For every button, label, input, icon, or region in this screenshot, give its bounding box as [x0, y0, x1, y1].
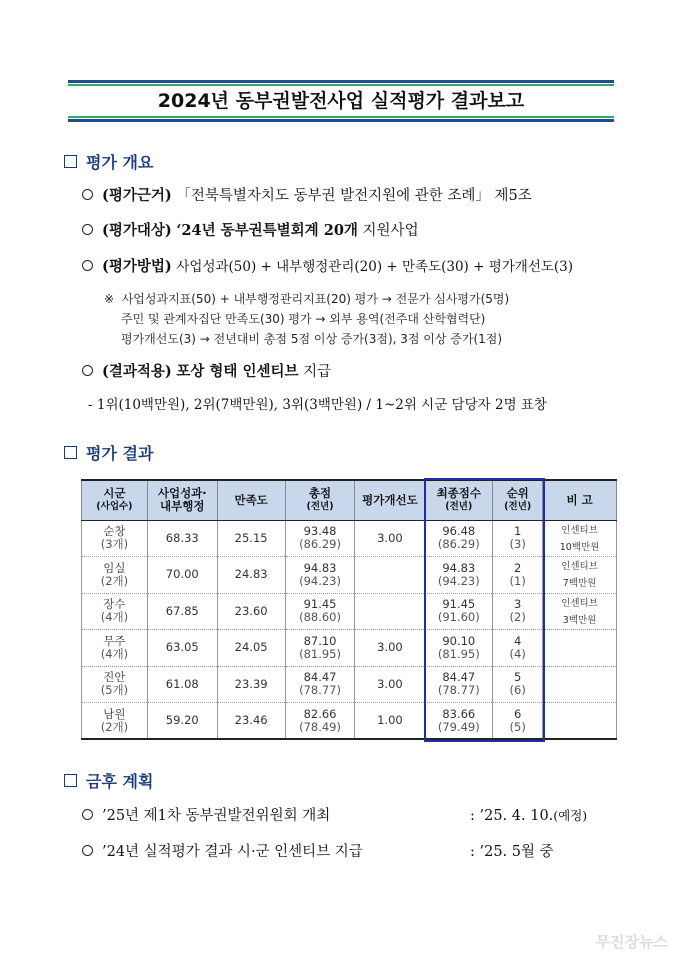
cell-text: 3 — [514, 597, 522, 612]
table-row — [82, 520, 617, 557]
cell-text: (78.49) — [299, 719, 341, 734]
cell-text: 5 — [514, 670, 522, 685]
table-header-row — [82, 480, 617, 520]
plan-item-1-text: ’25년 제1차 동부권발전위원회 개최 — [102, 808, 331, 824]
cell-text: 94.83 — [442, 560, 476, 575]
cell-text: 인센티브 — [561, 561, 598, 572]
table-cell — [425, 630, 493, 667]
table-cell — [355, 593, 425, 630]
basis-text: 「전북특별자치도 동부권 발전지원에 관한 조례」 제5조 — [176, 188, 532, 204]
table-cell — [425, 520, 493, 557]
table-cell — [82, 593, 148, 630]
table-cell: 61.08 — [147, 666, 217, 703]
basis-label: (평가근거) — [102, 187, 172, 204]
cell-text: (3) — [509, 537, 526, 552]
header-text: (전년) — [445, 501, 473, 513]
cell-text: 3백만원 — [562, 614, 597, 626]
table-cell — [82, 703, 148, 740]
table-cell — [493, 557, 543, 594]
plan-item-1 — [82, 806, 330, 826]
square-bullet-icon — [64, 155, 77, 168]
table-row — [82, 557, 617, 594]
table-cell — [285, 703, 355, 740]
cell-text: (2) — [509, 610, 526, 625]
note-mark: ※ — [104, 292, 115, 306]
plan-item-1-date-text: : ’25. 4. 10. — [470, 808, 554, 824]
cell-text: (94.23) — [437, 573, 480, 588]
method-label: (평가방법) — [102, 258, 172, 275]
table-row — [82, 666, 617, 703]
plan-item-1-date — [470, 806, 587, 826]
cell-text: 장수 — [103, 597, 126, 612]
cell-text: (5) — [509, 719, 526, 734]
cell-text: 94.83 — [303, 560, 337, 575]
cell-text: 83.66 — [442, 706, 476, 721]
table-cell — [543, 557, 617, 594]
overview-basis — [82, 186, 532, 206]
cell-text: (3개) — [100, 537, 129, 552]
table-cell: 59.20 — [147, 703, 217, 740]
note-line-1: 사업성과지표(50) + 내부행정관리지표(20) 평가 → 전문가 심사평가(5명) — [121, 292, 510, 306]
cell-text: 7백만원 — [562, 578, 597, 589]
cell-text: (6) — [509, 683, 526, 698]
table-cell: 23.46 — [217, 703, 285, 740]
apply-bold: 포상 형태 인센티브 — [176, 363, 299, 380]
results-table — [81, 479, 617, 740]
cell-text: (2개) — [100, 573, 129, 588]
header-text: 순위 — [506, 486, 529, 501]
overview-apply — [82, 362, 331, 382]
table-cell — [543, 630, 617, 667]
cell-text: 90.10 — [442, 633, 476, 648]
plan-item-1-note: (예정) — [553, 808, 588, 823]
table-cell: 63.05 — [147, 630, 217, 667]
square-bullet-icon — [64, 774, 77, 787]
title-banner — [68, 80, 614, 122]
cell-text: 무주 — [103, 633, 126, 648]
table-cell — [82, 666, 148, 703]
apply-text: 지급 — [298, 364, 332, 380]
apply-label: (결과적용) — [102, 363, 172, 380]
cell-text: (88.60) — [299, 610, 341, 625]
plan-item-2-text: ’24년 실적평가 결과 시·군 인센티브 지급 — [102, 844, 363, 860]
section-heading-text: 평가 개요 — [86, 153, 154, 172]
cell-text: (4개) — [100, 646, 129, 661]
overview-target — [82, 221, 419, 241]
table-cell — [425, 593, 493, 630]
cell-text: 82.66 — [303, 706, 337, 721]
table-cell — [493, 520, 543, 557]
overview-method — [82, 257, 573, 277]
table-cell — [82, 630, 148, 667]
table-cell: 3.00 — [355, 666, 425, 703]
title-rule-bottom — [68, 119, 614, 122]
table-cell: 23.60 — [217, 593, 285, 630]
cell-text: 인센티브 — [561, 524, 598, 536]
cell-text: (4개) — [100, 610, 129, 625]
cell-text: 인센티브 — [561, 597, 598, 609]
cell-text: 96.48 — [442, 524, 476, 539]
cell-text: 남원 — [103, 706, 126, 721]
col-rank — [493, 480, 543, 520]
section-heading-text: 금후 계획 — [86, 772, 154, 791]
table-cell — [285, 666, 355, 703]
table-row — [82, 630, 617, 667]
circle-bullet-icon — [82, 260, 93, 271]
cell-text: 87.10 — [303, 633, 337, 648]
table-cell — [355, 557, 425, 594]
method-note-3 — [121, 330, 502, 348]
col-satisfaction: 만족도 — [217, 480, 285, 520]
header-text: (전년) — [306, 501, 334, 513]
table-cell: 1.00 — [355, 703, 425, 740]
table-cell: 3.00 — [355, 520, 425, 557]
table-cell — [425, 666, 493, 703]
cell-text: 91.45 — [303, 597, 337, 612]
table-cell — [543, 520, 617, 557]
cell-text: (91.60) — [437, 610, 480, 625]
section-heading-text: 평가 결과 — [86, 444, 154, 463]
cell-text: 진안 — [103, 670, 126, 685]
table-cell: 67.85 — [147, 593, 217, 630]
table-cell: 3.00 — [355, 630, 425, 667]
table-cell — [493, 703, 543, 740]
table-cell — [543, 703, 617, 740]
square-bullet-icon — [64, 446, 77, 459]
section-heading-results — [64, 441, 153, 464]
title-rule-bottom-accent — [68, 116, 614, 118]
header-text: 최종점수 — [436, 486, 482, 501]
col-remark: 비 고 — [543, 480, 617, 520]
table-row — [82, 703, 617, 740]
col-improvement: 평가개선도 — [355, 480, 425, 520]
cell-text: (4) — [509, 646, 526, 661]
target-label: (평가대상) — [102, 222, 172, 239]
cell-text: 91.45 — [442, 597, 476, 612]
circle-bullet-icon — [82, 845, 93, 856]
table-cell — [425, 703, 493, 740]
table-cell — [493, 630, 543, 667]
header-text: 시군 — [103, 486, 126, 501]
circle-bullet-icon — [82, 189, 93, 200]
table-cell — [82, 557, 148, 594]
method-text: 사업성과(50) + 내부행정관리(20) + 만족도(30) + 평가개선도(3) — [176, 259, 574, 275]
table-cell — [425, 557, 493, 594]
header-text: 사업성과· — [157, 486, 207, 501]
header-text: (전년) — [504, 501, 532, 513]
col-total — [285, 480, 355, 520]
table-row — [82, 593, 617, 630]
note-line-3: 평가개선도(3) → 전년대비 총점 5점 이상 증가(3점), 3점 이상 증가(1점) — [121, 332, 503, 346]
cell-text: 93.48 — [303, 524, 337, 539]
cell-text: 임실 — [103, 560, 126, 575]
col-final — [425, 480, 493, 520]
circle-bullet-icon — [82, 365, 93, 376]
cell-text: (78.77) — [437, 683, 480, 698]
plan-item-2 — [82, 842, 363, 862]
title-rule-top-accent — [68, 84, 614, 86]
col-county — [82, 480, 148, 520]
watermark-logo: 무진장뉴스 — [595, 933, 668, 951]
col-performance — [147, 480, 217, 520]
cell-text: 1 — [514, 524, 522, 539]
cell-text: 84.47 — [442, 670, 476, 685]
method-note-1 — [104, 290, 509, 308]
page-title: 2024년 동부권발전사업 실적평가 결과보고 — [157, 90, 525, 112]
award-line: - 1위(10백만원), 2위(7백만원), 3위(3백만원) / 1~2위 시군 담당자 2명 표창 — [88, 397, 547, 413]
cell-text: (81.95) — [299, 646, 341, 661]
table-cell: 70.00 — [147, 557, 217, 594]
cell-text: 6 — [514, 706, 522, 721]
table-cell — [285, 593, 355, 630]
cell-text: (1) — [509, 573, 526, 588]
circle-bullet-icon — [82, 224, 93, 235]
header-text: 내부행정 — [160, 499, 205, 514]
plan-item-2-date: : ’25. 5월 중 — [470, 844, 554, 860]
target-text: 지원사업 — [357, 223, 419, 239]
table-cell: 24.83 — [217, 557, 285, 594]
table-cell — [285, 520, 355, 557]
table-cell — [543, 666, 617, 703]
title-rule-top — [68, 80, 614, 83]
target-bold: ‘24년 동부권특별회계 20개 — [176, 222, 358, 239]
header-text: (사업수) — [96, 501, 133, 513]
table-cell — [493, 666, 543, 703]
section-heading-overview — [64, 150, 153, 173]
header-text: 총점 — [308, 486, 332, 501]
table-cell — [82, 520, 148, 557]
table-cell: 24.05 — [217, 630, 285, 667]
cell-text: (5개) — [100, 683, 129, 698]
table-cell — [543, 593, 617, 630]
table-cell — [285, 630, 355, 667]
cell-text: 84.47 — [303, 670, 337, 685]
circle-bullet-icon — [82, 809, 93, 820]
cell-text: (86.29) — [437, 537, 480, 552]
cell-text: (78.77) — [299, 683, 341, 698]
cell-text: (2개) — [100, 719, 129, 734]
cell-text: 10백만원 — [559, 541, 600, 553]
table-cell — [493, 593, 543, 630]
cell-text: 순창 — [103, 524, 126, 539]
section-heading-plan — [64, 769, 153, 792]
cell-text: (86.29) — [299, 537, 341, 552]
cell-text: 2 — [514, 560, 522, 575]
method-note-2 — [121, 310, 485, 328]
cell-text: (79.49) — [437, 719, 480, 734]
table-cell: 68.33 — [147, 520, 217, 557]
cell-text: 4 — [514, 633, 522, 648]
cell-text: (81.95) — [437, 646, 480, 661]
note-line-2: 주민 및 관계자집단 만족도(30) 평가 → 외부 용역(전주대 산학협력단) — [121, 312, 486, 326]
table-cell — [285, 557, 355, 594]
cell-text: (94.23) — [299, 573, 341, 588]
table-cell: 25.15 — [217, 520, 285, 557]
table-cell: 23.39 — [217, 666, 285, 703]
